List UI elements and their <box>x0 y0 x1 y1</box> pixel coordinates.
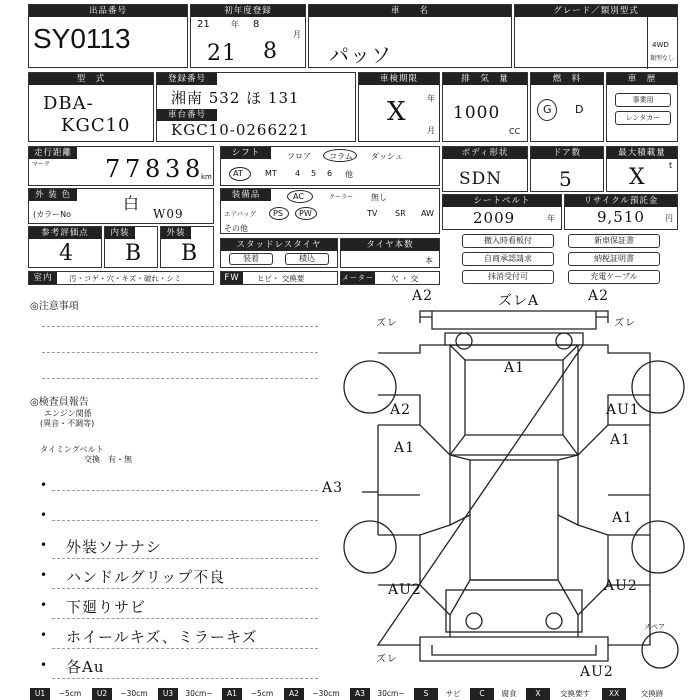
history-box <box>606 72 678 142</box>
fuel-box <box>530 72 604 142</box>
rear-left-wheel <box>344 521 396 573</box>
seatbelt-box <box>442 194 562 230</box>
studless-box <box>220 238 338 268</box>
check-item-6: 充電ケーブル <box>568 270 660 284</box>
recycle-unit: 円 <box>665 214 673 223</box>
legend-val-1: ~5cm <box>58 689 82 698</box>
shift-mt: MT <box>265 169 277 178</box>
legend-key-5: A2 <box>284 688 304 700</box>
lot-number: SY0113 <box>33 23 131 54</box>
timing-sub: 交換 有・無 <box>84 455 132 464</box>
notes-label: ◎注意事項 <box>30 301 79 312</box>
interior-box <box>104 226 158 268</box>
equipment-box <box>220 188 440 234</box>
color-value: 白 <box>123 194 141 213</box>
history-business: 事業用 <box>615 93 671 107</box>
equipment-ps: PS <box>273 209 283 218</box>
left-taillamp-outline <box>466 613 482 629</box>
mileage-mark: マーク <box>32 161 51 168</box>
engine-label: エンジン関係 <box>44 409 92 418</box>
doors-label: ドア数 <box>531 147 603 159</box>
fw-condition <box>220 271 338 285</box>
fuel-label: 燃 料 <box>531 73 603 85</box>
spare-wheel <box>642 632 678 668</box>
mark-right-front-door: A1 <box>610 432 632 448</box>
load-box <box>606 146 678 192</box>
lot-number-box <box>28 4 188 68</box>
car-name: パッソ <box>329 43 392 67</box>
load-label: 最大積載量 <box>607 147 677 159</box>
odometer-label: メーター <box>342 274 374 282</box>
remark-2: ハンドルグリップ不良 <box>66 568 226 586</box>
body-box <box>442 146 528 192</box>
legend-val-4: ~5cm <box>250 689 274 698</box>
registration-number: 湘南 532 ほ 131 <box>171 89 300 107</box>
recycle-box <box>564 194 678 230</box>
first-reg-year-printed: 21 <box>197 19 210 30</box>
inspection-value: X <box>387 97 407 127</box>
fw-label: FW <box>221 272 243 284</box>
tires-box <box>340 238 440 268</box>
bullet-4: • <box>40 568 48 582</box>
seatbelt-unit: 年 <box>547 214 555 223</box>
registration-label: 登録番号 <box>157 73 217 85</box>
inspector-label: ◎検査員報告 <box>30 397 89 408</box>
shift-other: 他 <box>345 170 353 179</box>
recycle-value: 9,510 <box>597 208 645 226</box>
legend-key-6: A3 <box>350 688 370 700</box>
mileage-digit-3: 8 <box>145 155 162 183</box>
room-items: 汚・コゲ・穴・キズ・破れ・シミ <box>69 274 182 283</box>
mileage-unit: km <box>201 173 212 181</box>
remark-5: 各Au <box>66 658 105 676</box>
legend-key-7: S <box>414 688 438 700</box>
odometer-items: 欠 ・ 交 <box>391 274 419 283</box>
first-registration-label: 初年度登録 <box>191 5 305 17</box>
room-condition <box>28 271 214 285</box>
model-label: 型 式 <box>29 73 153 85</box>
doors-box <box>530 146 604 192</box>
model-line1: DBA- <box>43 93 94 114</box>
color-code: W09 <box>153 207 184 221</box>
mileage-label: 走行距離 <box>29 147 77 159</box>
spare-label: スペア <box>644 623 665 631</box>
fuel-g: G <box>543 103 552 116</box>
grade-options <box>647 17 679 69</box>
mark-rear-left-corner: ズレ <box>376 654 398 665</box>
grade-box <box>514 4 678 68</box>
odometer-condition <box>340 271 440 285</box>
shift-label: シフト <box>221 147 271 159</box>
lot-number-label: 出品番号 <box>29 5 187 17</box>
displacement-unit: CC <box>509 127 521 136</box>
inspection-label: 車検期限 <box>359 73 439 85</box>
roof-outline <box>470 460 558 580</box>
legend-key-4: A1 <box>222 688 242 700</box>
studless-label: スタッドレスタイヤ <box>221 239 337 251</box>
shift-4: 4 <box>295 169 301 178</box>
score-box <box>28 226 102 268</box>
seatbelt-label: シートベルト <box>443 195 561 207</box>
first-reg-year: 21 <box>207 41 237 66</box>
chassis-number: KGC10-0266221 <box>171 121 310 139</box>
mark-front-left-corner: ズレ <box>376 318 398 329</box>
legend-key-9: X <box>526 688 550 700</box>
mark-right-rear-door: A1 <box>612 510 634 526</box>
mileage-digit-4: 3 <box>165 155 182 183</box>
mileage-digit-5: 8 <box>185 155 202 183</box>
tires-unit: 本 <box>425 256 433 265</box>
model-box <box>28 72 154 142</box>
load-unit: t <box>669 161 673 170</box>
mark-left-front-fender: A2 <box>390 402 412 418</box>
bullet-3: • <box>40 538 48 552</box>
first-reg-month: 8 <box>263 39 278 64</box>
legend-val-9: 交換要す <box>560 689 590 698</box>
mark-hood: A1 <box>504 360 526 376</box>
bullet-1: • <box>40 478 48 492</box>
rear-bumper-outline <box>420 645 608 661</box>
mark-front-right: A2 <box>588 288 610 304</box>
shift-box <box>220 146 440 186</box>
mark-rear-bumper: AU2 <box>580 664 614 680</box>
remark-3: 下廻りサビ <box>66 598 147 616</box>
mark-left-rear-fender: AU2 <box>388 582 422 598</box>
equipment-none: 無し <box>371 193 387 202</box>
legend-val-7: サビ <box>445 689 461 698</box>
fw-items: ヒビ・ 交換要 <box>257 274 305 283</box>
room-label: 室内 <box>29 272 57 284</box>
mark-left-side: A3 <box>322 480 344 496</box>
color-box <box>28 188 214 224</box>
legend-val-2: ~30cm <box>120 689 148 698</box>
load-value: X <box>629 165 646 190</box>
mark-left-front-door: A1 <box>394 440 416 456</box>
legend-key-8: C <box>470 688 494 700</box>
seatbelt-value: 2009 <box>473 209 516 227</box>
body-value: SDN <box>459 169 503 189</box>
displacement-value: 1000 <box>453 103 501 123</box>
shift-5: 5 <box>311 169 317 178</box>
equipment-sr: SR <box>395 209 406 218</box>
remark-line-1 <box>52 490 318 491</box>
mileage-digit-1: 7 <box>105 155 122 183</box>
check-item-4: 納税証明書 <box>568 252 660 266</box>
remark-line-2 <box>52 520 318 521</box>
legend-val-6: 30cm~ <box>377 689 405 698</box>
legend-key-10: XX <box>602 688 626 700</box>
legend-val-10: 交換跡 <box>640 689 664 698</box>
mileage-digit-2: 7 <box>125 155 142 183</box>
front-bumper-outline <box>420 311 608 329</box>
shift-column: コラム <box>329 152 353 161</box>
check-item-3: 自商承認請求 <box>462 252 554 266</box>
first-reg-month-unit: 月 <box>293 30 301 39</box>
legend-val-3: 30cm~ <box>185 689 213 698</box>
car-damage-diagram <box>320 285 700 687</box>
check-item-2: 新車保証書 <box>568 234 660 248</box>
car-name-label: 車 名 <box>309 5 511 17</box>
doors-value: 5 <box>559 167 573 191</box>
rear-right-wheel <box>632 521 684 573</box>
timing-label: タイミングベルト <box>40 445 104 454</box>
body-label: ボディ形状 <box>443 147 527 159</box>
recycle-label: リサイクル預託金 <box>565 195 677 207</box>
exterior-box <box>160 226 214 268</box>
history-label: 車 歴 <box>607 73 677 85</box>
bullet-5: • <box>40 598 48 612</box>
rear-panel-outline <box>446 590 582 632</box>
first-reg-month-printed: 8 <box>253 19 260 30</box>
legend-val-5: ~30cm <box>312 689 340 698</box>
mark-front-left: A2 <box>412 288 434 304</box>
mark-right-front-fender: AU1 <box>606 402 640 418</box>
check-item-5: 抹消受付可 <box>462 270 554 284</box>
equipment-pw: PW <box>299 209 312 218</box>
notes-line-3 <box>42 378 318 379</box>
exterior-value: B <box>181 241 199 266</box>
displacement-box <box>442 72 528 142</box>
registration-box <box>156 72 356 142</box>
mark-right-rear-fender: AU2 <box>604 578 638 594</box>
history-rental: レンタカー <box>615 111 671 125</box>
front-left-wheel <box>344 361 396 413</box>
shift-6: 6 <box>327 169 333 178</box>
fuel-d: D <box>575 103 584 116</box>
interior-value: B <box>125 241 143 266</box>
equipment-airbag: エアバッグ <box>224 210 256 218</box>
grade-none: 類型なし <box>650 55 675 62</box>
equipment-aw: AW <box>421 209 434 218</box>
first-reg-year-unit: 年 <box>231 20 239 29</box>
first-registration-box <box>190 4 306 68</box>
left-headlamp-outline <box>456 333 472 349</box>
bullet-2: • <box>40 508 48 522</box>
inspection-month-unit: 月 <box>427 126 435 135</box>
legend-val-8: 腐食 <box>501 689 517 698</box>
remark-line-7 <box>52 678 318 679</box>
check-item-1: 撤入時看板付 <box>462 234 554 248</box>
grade-label: グレード／類別型式 <box>515 5 677 17</box>
equipment-label: 装備品 <box>221 189 271 201</box>
remark-4: ホイールキズ、ミラーキズ <box>66 628 258 646</box>
bullet-7: • <box>40 658 48 672</box>
remark-line-6 <box>52 648 318 649</box>
bullet-6: • <box>40 628 48 642</box>
equipment-cooler: クーラー <box>329 194 354 201</box>
legend-key-3: U3 <box>158 688 178 700</box>
inspection-box <box>358 72 440 142</box>
inspection-year-unit: 年 <box>427 94 435 103</box>
studless-installed: 装着 <box>229 253 273 265</box>
model-line2: KGC10 <box>61 115 131 136</box>
chassis-label: 車台番号 <box>157 109 217 121</box>
mark-front-right-corner: ズレ <box>614 318 636 329</box>
right-headlamp-outline <box>556 333 572 349</box>
tires-label: タイヤ本数 <box>341 239 439 251</box>
exterior-label: 外装 <box>161 227 191 239</box>
notes-line-1 <box>42 326 318 327</box>
damage-legend <box>0 688 700 700</box>
engine-sub: (異音・不調等) <box>40 419 95 428</box>
right-taillamp-outline <box>546 613 562 629</box>
hood-outline <box>445 333 583 345</box>
legend-key-2: U2 <box>92 688 112 700</box>
displacement-label: 排 気 量 <box>443 73 527 85</box>
mileage-box <box>28 146 214 186</box>
remark-line-5 <box>52 618 318 619</box>
studless-loaded: 積込 <box>285 253 329 265</box>
shift-dash: ダッシュ <box>371 152 403 161</box>
remark-line-4 <box>52 588 318 589</box>
shift-at: AT <box>233 169 243 178</box>
notes-line-2 <box>42 352 318 353</box>
shift-floor: フロア <box>287 152 311 161</box>
equipment-ac: AC <box>293 192 304 201</box>
color-sub: (カラーNo <box>33 210 71 219</box>
interior-label: 内装 <box>105 227 135 239</box>
equipment-other: その他 <box>224 224 248 233</box>
remark-1: 外装ソナナシ <box>66 538 162 556</box>
equipment-tv: TV <box>367 209 378 218</box>
color-label: 外 装 色 <box>29 189 77 201</box>
legend-key-1: U1 <box>30 688 50 700</box>
grade-4wd: 4WD <box>652 41 669 49</box>
car-name-box <box>308 4 512 68</box>
score-value: 4 <box>59 241 74 266</box>
mark-front-center: ズレA <box>498 293 540 309</box>
remark-line-3 <box>52 558 318 559</box>
checklist <box>444 234 678 284</box>
score-label: 参考評価点 <box>29 227 101 239</box>
